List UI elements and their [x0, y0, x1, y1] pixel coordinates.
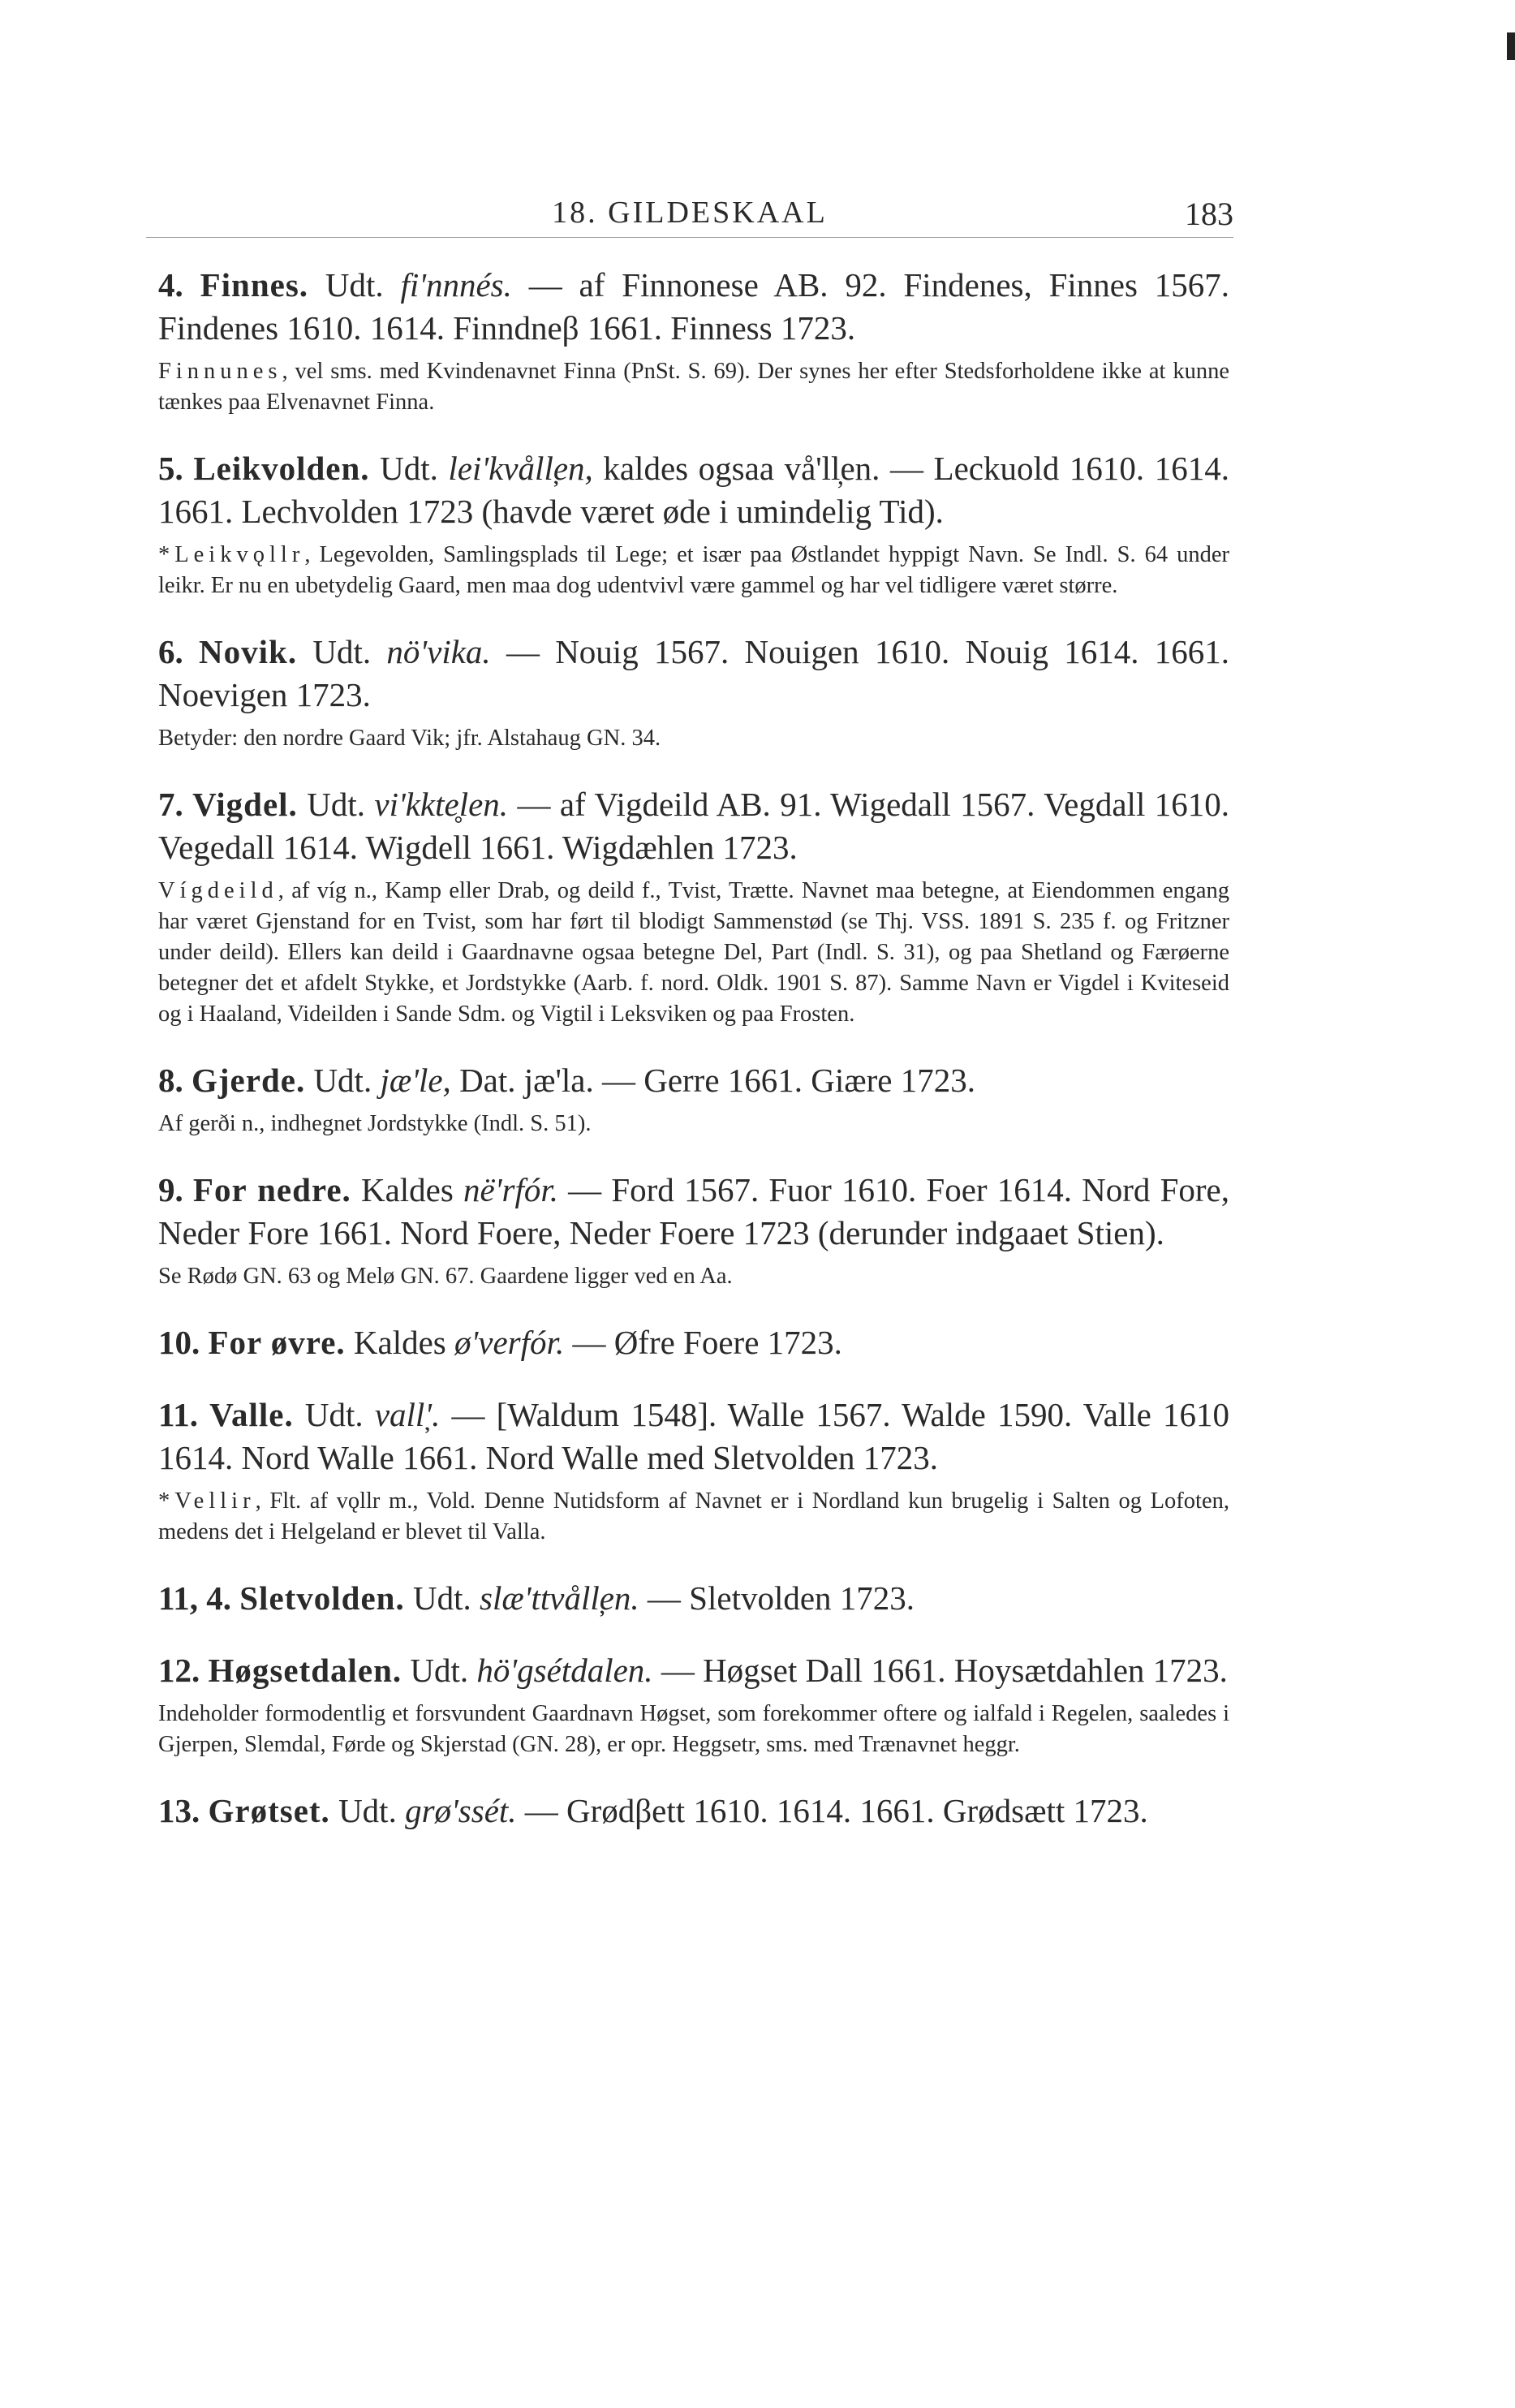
- entry-space: [200, 1652, 208, 1689]
- note-text: , af víg n., Kamp eller Drab, og deild f., Tvist, Trætte. Navnet maa betegne, at Eiendommen engang har været Gjenstand for en Tvist, som har ført til blodigt Sammenstød (se Thj. VSS. 1891 S. 235 f. og Fritzner under deild). Ellers kan deild i Gaardnavne ogsaa betegne Del, Part (Indl. S. 31), og paa Shetland og Færøerne betegner det et afdelt Stykke, et Jordstykke (Aarb. f. nord. Oldk. 1901 S. 87). Samme Navn er Vigdel i Kviteseid og i Haaland, Videilden i Sande Sdm. og Vigtil i Leksviken og paa Frosten.: [158, 878, 1229, 1027]
- place-entry: [158, 783, 1229, 1030]
- entry-lead: Udt.: [308, 266, 401, 304]
- entry-pronunciation: fi'nnnés.: [400, 266, 512, 304]
- entry-heading: [158, 1169, 1229, 1255]
- entry-text: — Høgset Dall 1661. Hoysætdahlen 1723.: [652, 1652, 1228, 1689]
- entry-gap: [158, 1364, 1229, 1394]
- entry-gap: [158, 1292, 1229, 1321]
- entry-lead: Udt.: [404, 1579, 480, 1617]
- entry-pronunciation: jæ'le,: [380, 1062, 451, 1099]
- entries-column: [158, 264, 1229, 1833]
- entry-number: 7.: [158, 786, 183, 823]
- place-entry: [158, 1577, 1229, 1620]
- note-text: Se Rødø GN. 63 og Melø GN. 67. Gaardene ligger ved en Aa.: [158, 1264, 733, 1289]
- note-text: , Flt. af vǫllr m., Vold. Denne Nutidsform af Navnet er i Nordland kun brugelig i Salten og Lofoten, medens det i Helgeland er blevet til Valla.: [158, 1488, 1229, 1544]
- entry-text: — Grødβett 1610. 1614. 1661. Grødsætt 1723.: [516, 1792, 1148, 1829]
- entry-pronunciation: ø'verfór.: [454, 1324, 565, 1361]
- running-head: [146, 187, 1233, 235]
- entry-heading: [158, 783, 1229, 869]
- entry-text: — Sletvolden 1723.: [639, 1579, 915, 1617]
- entry-space: [198, 1396, 209, 1433]
- entry-text: — [Waldum 1548]. Walle 1567. Walde 1590. Valle 1610 1614. Nord Walle 1661. Nord Walle med Sletvolden 1723.: [158, 1396, 1230, 1476]
- entry-name: Sletvolden.: [239, 1579, 405, 1617]
- entry-lead: Kaldes: [345, 1324, 455, 1361]
- place-entry: [158, 631, 1229, 754]
- entry-gap: [158, 418, 1229, 447]
- entry-text: — Nouig 1567. Nouigen 1610. Nouig 1614. 1661. Noevigen 1723.: [158, 633, 1229, 713]
- entry-space: [183, 633, 199, 670]
- scan-edge-mark: [1507, 32, 1515, 60]
- entry-note: [158, 1109, 1229, 1139]
- entry-heading: [158, 631, 1229, 717]
- note-text: Betyder: den nordre Gaard Vik; jfr. Alstahaug GN. 34.: [158, 726, 661, 751]
- entry-name: Vigdel.: [192, 786, 298, 823]
- entry-text: — af Vigdeild AB. 91. Wigedall 1567. Vegdall 1610. Vegedall 1614. Wigdell 1661. Wigdæhlen 1723.: [158, 786, 1229, 866]
- entry-note: [158, 1699, 1229, 1760]
- place-entry: [158, 1059, 1229, 1139]
- entry-number: 12.: [158, 1652, 200, 1689]
- entry-space: [183, 450, 194, 487]
- entry-gap: [158, 1030, 1229, 1059]
- entry-space: [183, 1171, 193, 1208]
- entry-number: 6.: [158, 633, 183, 670]
- entry-name: Grøtset.: [208, 1792, 330, 1829]
- entry-space: [183, 266, 200, 304]
- entry-name: Finnes.: [200, 266, 309, 304]
- entry-heading: [158, 1790, 1229, 1833]
- entry-pronunciation: nö'vika.: [386, 633, 491, 670]
- entry-note: [158, 1486, 1229, 1548]
- page-number: 183: [1185, 196, 1233, 232]
- entry-lead: Udt.: [293, 1396, 375, 1433]
- note-spaced-term: *Vellir: [158, 1488, 256, 1514]
- entry-pronunciation: hö'gsétdalen.: [476, 1652, 653, 1689]
- note-text: , Legevolden, Samlingsplads til Lege; et især paa Østlandet hyppigt Navn. Se Indl. S. 64 under leikr. Er nu en ubetydelig Gaard, men maa dog udentvivl være gammel og har vel tidligere været større.: [158, 542, 1229, 598]
- entry-heading: [158, 1577, 1229, 1620]
- entry-space: [200, 1792, 208, 1829]
- entry-note: [158, 540, 1229, 601]
- entry-name: Valle.: [209, 1396, 294, 1433]
- entry-text: Dat. jæ'la. — Gerre 1661. Giære 1723.: [450, 1062, 975, 1099]
- entry-gap: [158, 1760, 1229, 1790]
- entry-name: Gjerde.: [192, 1062, 306, 1099]
- entry-space: [200, 1324, 208, 1361]
- entry-heading: [158, 447, 1229, 533]
- entry-text: — Øfre Foere 1723.: [564, 1324, 842, 1361]
- entry-pronunciation: grø'ssét.: [405, 1792, 517, 1829]
- place-entry: [158, 1790, 1229, 1833]
- entry-name: Novik.: [199, 633, 298, 670]
- entry-gap: [158, 1620, 1229, 1649]
- entry-space: [183, 786, 192, 823]
- entry-name: For øvre.: [208, 1324, 346, 1361]
- entry-heading: [158, 1321, 1229, 1364]
- entry-lead: Udt.: [297, 633, 387, 670]
- entry-pronunciation: vi'kkte̥len.: [374, 786, 509, 823]
- entry-number: 11.: [158, 1396, 198, 1433]
- entry-lead: Udt.: [369, 450, 449, 487]
- entry-gap: [158, 1139, 1229, 1169]
- note-spaced-term: Finnunes: [158, 359, 282, 384]
- entry-number: 9.: [158, 1171, 183, 1208]
- place-entry: [158, 1169, 1229, 1292]
- entry-pronunciation: vall̦'.: [374, 1396, 441, 1433]
- place-entry: [158, 264, 1229, 418]
- entry-pronunciation: në'rfór.: [463, 1171, 558, 1208]
- entry-number: 8.: [158, 1062, 183, 1099]
- entry-lead: Udt.: [402, 1652, 477, 1689]
- entry-name: For nedre.: [192, 1171, 351, 1208]
- entry-text: — Ford 1567. Fuor 1610. Foer 1614. Nord Fore, Neder Fore 1661. Nord Foere, Neder Foere 1723 (derunder indgaaet Stien).: [158, 1171, 1230, 1251]
- place-entry: [158, 1321, 1229, 1364]
- entry-number: 13.: [158, 1792, 200, 1829]
- entry-number: 5.: [158, 450, 183, 487]
- entry-note: [158, 1261, 1229, 1292]
- entry-lead: Udt.: [297, 786, 375, 823]
- place-entry: [158, 1394, 1229, 1548]
- entry-name: Leikvolden.: [193, 450, 370, 487]
- place-entry: [158, 447, 1229, 601]
- entry-heading: [158, 1394, 1229, 1480]
- entry-heading: [158, 1059, 1229, 1102]
- entry-pronunciation: slæ'ttvåll̦en.: [480, 1579, 639, 1617]
- entry-gap: [158, 1548, 1229, 1577]
- entry-text: — af Finnonese AB. 92. Findenes, Finnes 1567. Findenes 1610. 1614. Finndneβ 1661. Finness 1723.: [158, 266, 1229, 347]
- entry-pronunciation: lei'kvåll̦en,: [448, 450, 593, 487]
- entry-space: [183, 1062, 192, 1099]
- entry-lead: Kaldes: [351, 1171, 464, 1208]
- entry-number: 10.: [158, 1324, 200, 1361]
- entry-lead: Udt.: [305, 1062, 381, 1099]
- note-text: , vel sms. med Kvindenavnet Finna (PnSt. S. 69). Der synes her efter Stedsforholdene ikke at kunne tænkes paa Elvenavnet Finna.: [158, 359, 1229, 415]
- entry-heading: [158, 1649, 1229, 1692]
- note-spaced-term: Vígdeild: [158, 878, 278, 903]
- entry-number: 11, 4.: [158, 1579, 231, 1617]
- note-spaced-term: *Leikvǫllr: [158, 542, 305, 567]
- entry-gap: [158, 754, 1229, 783]
- entry-space: [231, 1579, 239, 1617]
- entry-text: kaldes ogsaa vå'll̦en. — Leckuold 1610. 1614. 1661. Lechvolden 1723 (havde været øde i umindelig Tid).: [158, 450, 1230, 530]
- chapter-title: 18. GILDESKAAL: [552, 196, 828, 230]
- entry-name: Høgsetdalen.: [208, 1652, 402, 1689]
- entry-number: 4.: [158, 266, 183, 304]
- entry-note: [158, 723, 1229, 754]
- entry-heading: [158, 264, 1229, 350]
- place-entry: [158, 1649, 1229, 1760]
- note-text: Af gerði n., indhegnet Jordstykke (Indl. S. 51).: [158, 1111, 592, 1136]
- entry-gap: [158, 601, 1229, 631]
- entry-note: [158, 876, 1229, 1030]
- entry-lead: Udt.: [329, 1792, 406, 1829]
- entry-note: [158, 356, 1229, 418]
- note-text: Indeholder formodentlig et forsvundent Gaardnavn Høgset, som forekommer oftere og ialfald i Regelen, saaledes i Gjerpen, Slemdal, Førde og Skjerstad (GN. 28), er opr. Heggsetr, sms. med Trænavnet heggr.: [158, 1701, 1229, 1757]
- header-rule: [146, 237, 1233, 238]
